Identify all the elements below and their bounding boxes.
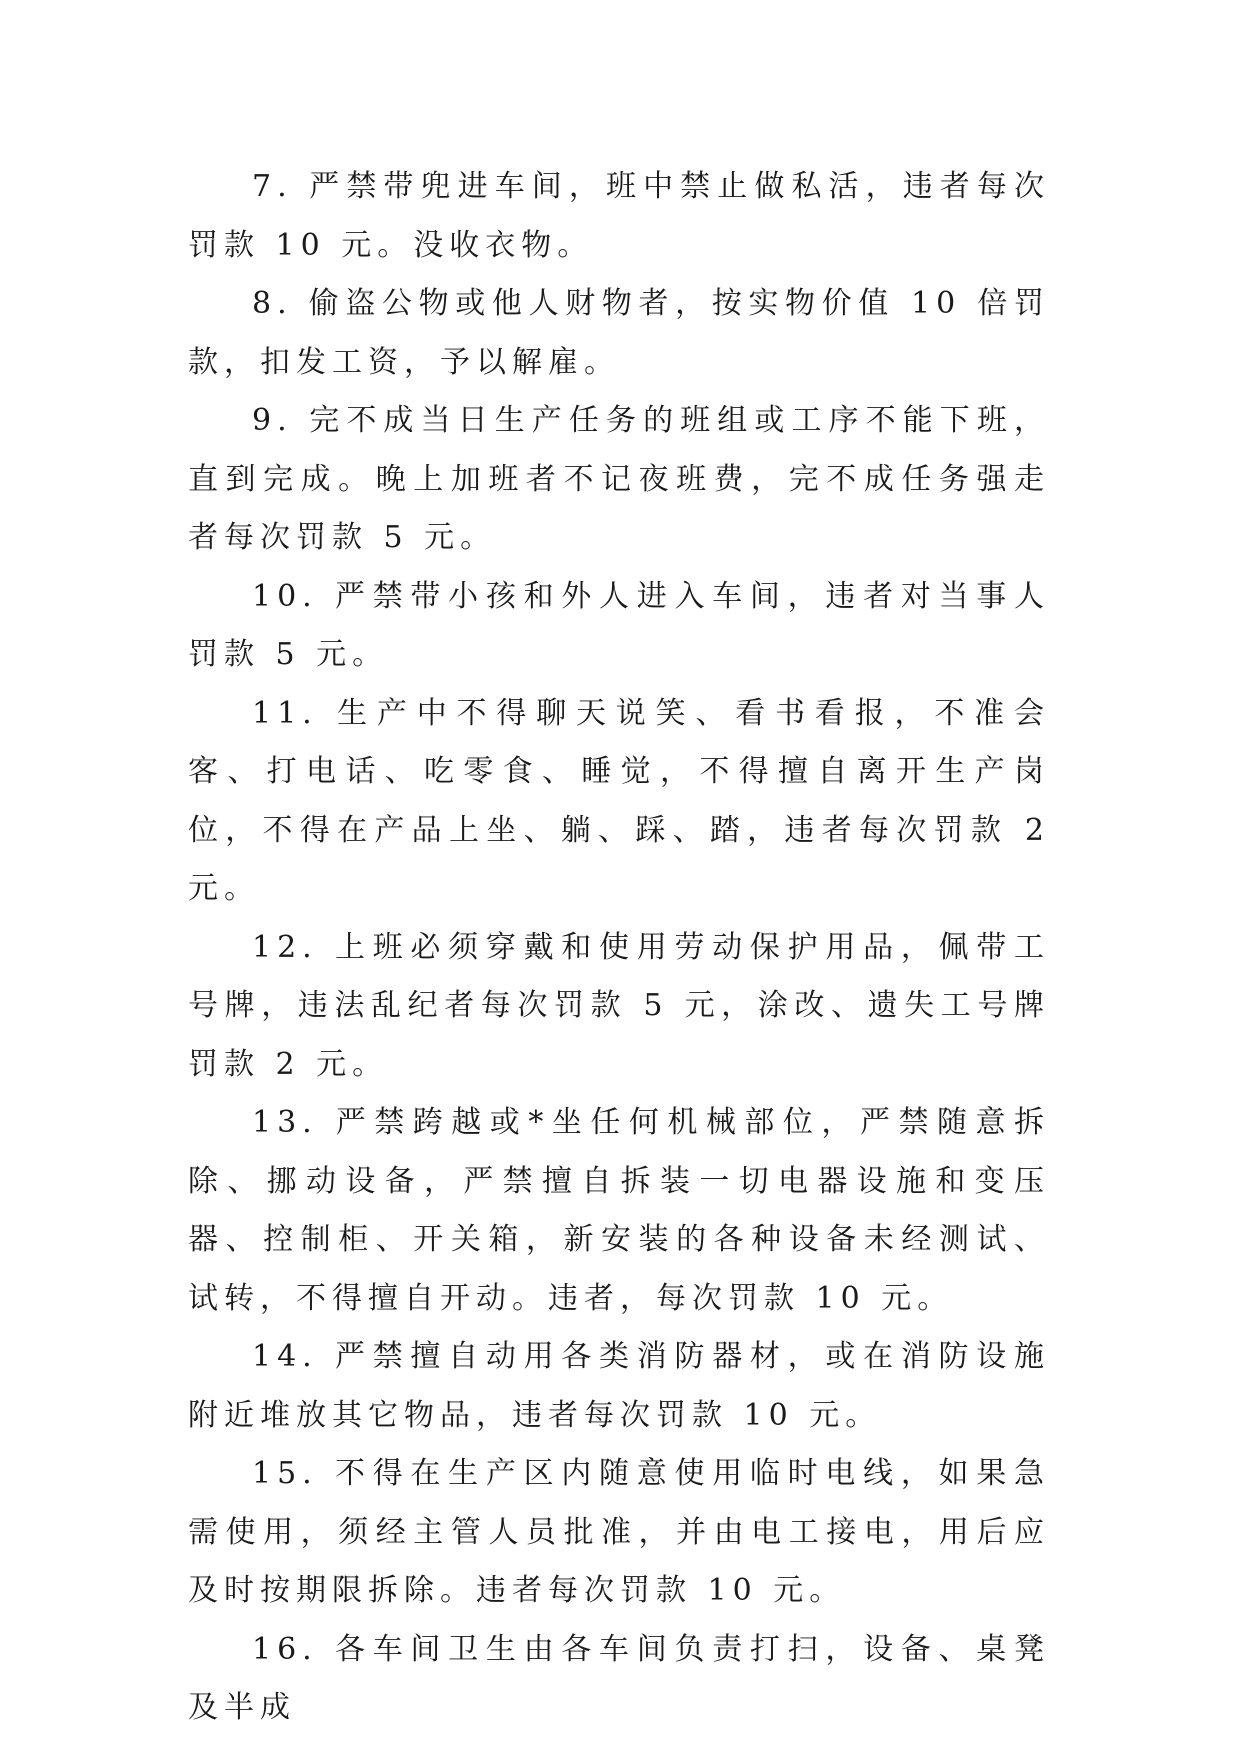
rule-11-paragraph: 11. 生产中不得聊天说笑、看书看报，不准会客、打电话、吃零食、睡觉，不得擅自离开生产岗位，不得在产品上坐、躺、踩、踏，违者每次罚款 2 元。 [188, 695, 1050, 906]
rule-12-paragraph: 12. 上班必须穿戴和使用劳动保护用品，佩带工号牌，违法乱纪者每次罚款 5 元，涂改、遗失工号牌罚款 2 元。 [188, 929, 1050, 1082]
rule-15-paragraph: 15. 不得在生产区内随意使用临时电线，如果急需使用，须经主管人员批准，并由电工接电，用后应及时按期限拆除。违者每次罚款 10 元。 [188, 1456, 1050, 1608]
rule-14-paragraph: 14. 严禁擅自动用各类消防器材，或在消防设施附近堆放其它物品，违者每次罚款 10 元。 [188, 1339, 1050, 1433]
rule-9-paragraph: 9. 完不成当日生产任务的班组或工序不能下班，直到完成。晚上加班者不记夜班费，完不成任务强走者每次罚款 5 元。 [188, 403, 1050, 555]
rule-8-paragraph: 8. 偷盗公物或他人财物者，按实物价值 10 倍罚款，扣发工资，予以解雇。 [188, 286, 1050, 380]
rule-7-paragraph: 7. 严禁带兜进车间，班中禁止做私活，违者每次罚款 10 元。没收衣物。 [188, 169, 1050, 263]
rule-13-paragraph: 13. 严禁跨越或*坐任何机械部位，严禁随意拆除、挪动设备，严禁擅自拆装一切电器设施和变压器、控制柜、开关箱，新安装的各种设备未经测试、试转，不得擅自开动。违者，每次罚款 10 元。 [188, 1105, 1050, 1316]
rule-16-paragraph: 16. 各车间卫生由各车间负责打扫，设备、桌凳及半成 [188, 1631, 1050, 1725]
rule-10-paragraph: 10. 严禁带小孩和外人进入车间，违者对当事人罚款 5 元。 [188, 578, 1050, 672]
document-body [188, 158, 1050, 1738]
